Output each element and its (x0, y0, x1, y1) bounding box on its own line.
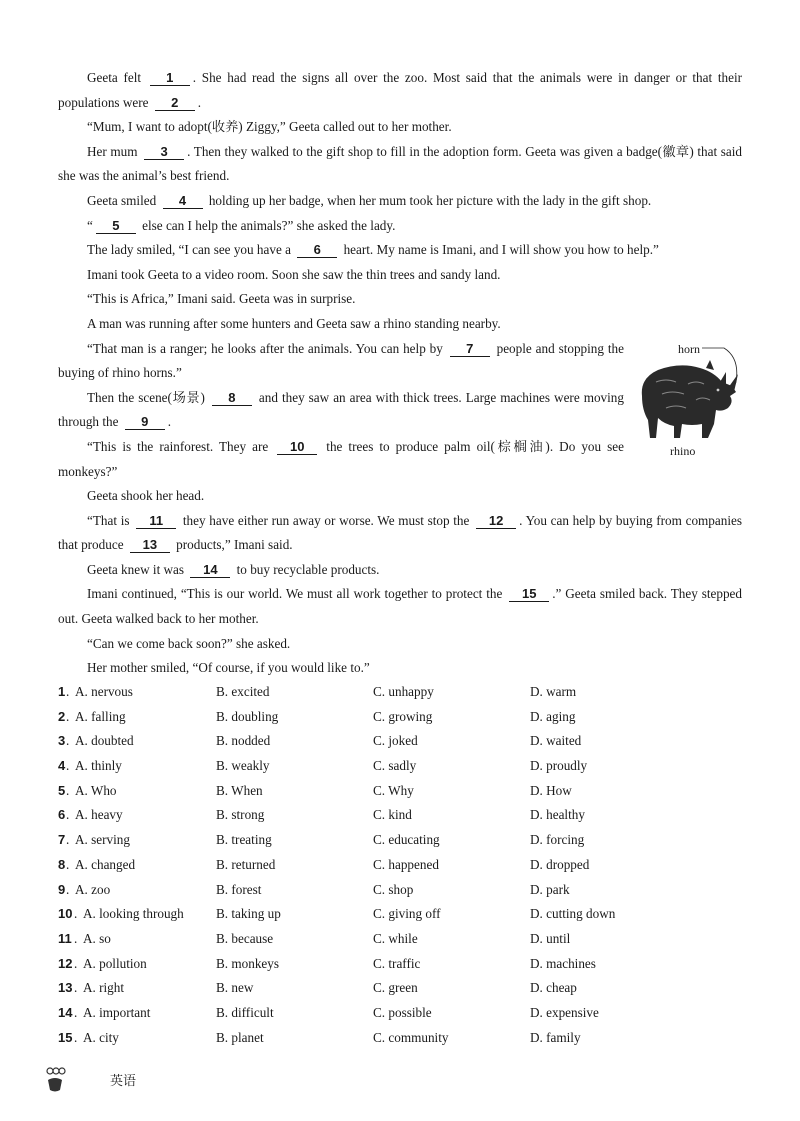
option-c[interactable]: C. Why (373, 782, 414, 798)
option-a[interactable]: A. nervous (75, 684, 133, 699)
blank-9[interactable]: 9 (125, 414, 165, 430)
question-number: 6 (58, 807, 66, 823)
option-row-3 (58, 729, 742, 754)
option-row-6 (58, 803, 742, 828)
question-number: 4 (58, 758, 66, 774)
passage-text: . She had read the signs all over the zoo. Most said that the animals were in danger or that their populations were (58, 70, 746, 110)
passage-text: “Mum, I want to adopt(收养) Ziggy,” Geeta called out to her mother. (87, 119, 452, 135)
passage-text: Geeta shook her head. (87, 488, 205, 504)
option-b[interactable]: B. strong (216, 807, 265, 823)
passage-text: “This is Africa,” Imani said. Geeta was in surprise. (87, 291, 356, 307)
passage-paragraph (58, 214, 742, 239)
option-d[interactable]: D. waited (530, 733, 582, 749)
option-c[interactable]: C. unhappy (373, 684, 434, 699)
passage-text: .” Geeta smiled back. They stepped out. Geeta walked back to her mother. (58, 586, 746, 627)
passage-paragraph (58, 238, 742, 263)
option-b[interactable]: B. forest (216, 881, 262, 897)
passage-text: A man was running after some hunters and Geeta saw a rhino standing nearby. (87, 315, 501, 331)
question-number-dot: . (66, 881, 70, 897)
passage-paragraph (58, 386, 628, 435)
option-d[interactable]: D. until (530, 930, 571, 946)
passage-paragraph (58, 656, 742, 681)
question-number-dot: . (74, 955, 78, 971)
option-c[interactable]: C. possible (373, 1004, 432, 1020)
question-number-dot: . (74, 1004, 78, 1020)
option-a[interactable]: A. serving (75, 832, 130, 848)
passage-text: . You can help by buying from companies that produce (58, 512, 746, 553)
option-c[interactable]: C. happened (373, 856, 439, 872)
passage-text: to buy recyclable products. (233, 561, 380, 577)
option-row-4 (58, 754, 742, 779)
passage-text: “That is (87, 512, 134, 528)
option-a[interactable]: A. city (83, 1029, 119, 1045)
option-a[interactable]: A. so (83, 930, 111, 946)
option-a[interactable]: A. pollution (83, 955, 147, 971)
passage-text: products,” Imani said. (172, 537, 293, 553)
blank-2[interactable]: 2 (155, 95, 195, 111)
question-number: 7 (58, 832, 66, 848)
blank-5[interactable]: 5 (96, 218, 136, 234)
passage-paragraph (58, 263, 742, 288)
option-b[interactable]: B. because (216, 930, 274, 946)
option-row-9 (58, 878, 742, 903)
option-c[interactable]: C. while (373, 930, 418, 946)
passage-text: “That man is a ranger; he looks after the animals. You can help by (87, 340, 447, 356)
option-b[interactable]: B. planet (216, 1029, 264, 1045)
passage-paragraph (58, 509, 746, 558)
option-row-1 (58, 680, 742, 705)
passage-paragraph (58, 312, 742, 337)
option-row-8 (58, 853, 742, 878)
option-c[interactable]: C. joked (373, 733, 418, 749)
passage-text: heart. My name is Imani, and I will show you how to help.” (340, 242, 659, 258)
passage-text: Her mum (87, 143, 142, 159)
blank-4[interactable]: 4 (163, 193, 203, 209)
passage-text: Her mother smiled, “Of course, if you would like to.” (87, 660, 370, 676)
publisher-logo-icon (44, 1066, 66, 1094)
option-a[interactable]: A. heavy (75, 807, 123, 823)
option-d[interactable]: D. machines (530, 955, 596, 971)
question-number: 10 (58, 906, 73, 922)
option-d[interactable]: D. expensive (530, 1004, 599, 1020)
passage-text: Imani took Geeta to a video room. Soon she saw the thin trees and sandy land. (87, 266, 501, 282)
blank-13[interactable]: 13 (130, 537, 170, 553)
passage-text: “ (87, 217, 93, 233)
question-number: 14 (58, 1004, 73, 1020)
question-number-dot: . (66, 684, 70, 699)
question-number: 1 (58, 684, 66, 699)
passage-paragraph (58, 484, 742, 509)
question-number: 11 (58, 930, 72, 946)
option-a[interactable]: A. important (83, 1004, 151, 1020)
option-a[interactable]: A. Who (75, 782, 117, 798)
blank-8[interactable]: 8 (212, 390, 252, 406)
passage-text: . Then they walked to the gift shop to fill in the adoption form. Geeta was given a badge(徽章) that said she was the animal’s best friend. (58, 143, 746, 184)
passage-text: else can I help the animals?” she asked the lady. (138, 217, 396, 233)
horn-label: horn (678, 342, 700, 356)
passage-text: Geeta smiled (87, 192, 160, 208)
option-row-13 (58, 976, 742, 1001)
option-a[interactable]: A. zoo (75, 881, 111, 897)
question-number-dot: . (66, 758, 70, 774)
passage-text: people and stopping the buying of rhino horns.” (58, 340, 628, 381)
blank-11[interactable]: 11 (136, 513, 176, 529)
option-d[interactable]: D. warm (530, 684, 577, 699)
option-d[interactable]: D. family (530, 1029, 581, 1045)
question-number-dot: . (74, 980, 78, 996)
passage-text: . (167, 414, 172, 430)
option-b[interactable]: B. weakly (216, 758, 270, 774)
passage-paragraph (58, 632, 742, 657)
blank-1[interactable]: 1 (150, 70, 190, 86)
question-number: 5 (58, 782, 66, 798)
option-b[interactable]: B. returned (216, 856, 276, 872)
option-c[interactable]: C. sadly (373, 758, 417, 774)
passage-text: The lady smiled, “I can see you have a (87, 242, 295, 258)
option-b[interactable]: B. doubling (216, 708, 279, 724)
blank-3[interactable]: 3 (144, 144, 184, 160)
passage-paragraph (58, 115, 742, 140)
option-b[interactable]: B. When (216, 782, 263, 798)
option-row-10 (58, 902, 742, 927)
blank-12[interactable]: 12 (476, 513, 516, 529)
question-number-dot: . (66, 733, 70, 749)
question-number: 13 (58, 980, 73, 996)
passage-text: holding up her badge, when her mum took her picture with the lady in the gift shop. (205, 192, 652, 208)
question-number-dot: . (66, 832, 70, 848)
question-number: 2 (58, 708, 66, 724)
question-number-dot: . (66, 708, 70, 724)
question-number: 12 (58, 955, 73, 971)
option-a[interactable]: A. doubted (75, 733, 134, 749)
option-c[interactable]: C. growing (373, 708, 433, 724)
passage-text: and they saw an area with thick trees. Large machines were moving through the (58, 389, 628, 430)
passage-paragraph (58, 287, 742, 312)
question-number-dot: . (66, 807, 70, 823)
option-d[interactable]: D. dropped (530, 856, 590, 872)
passage-paragraph (58, 189, 742, 214)
option-b[interactable]: B. new (216, 980, 254, 996)
option-c[interactable]: C. community (373, 1029, 449, 1045)
option-d[interactable]: D. How (530, 782, 572, 798)
passage-text: Geeta knew it was (87, 561, 188, 577)
option-d[interactable]: D. healthy (530, 807, 585, 823)
blank-15[interactable]: 15 (509, 586, 549, 602)
question-number: 8 (58, 856, 66, 872)
option-d[interactable]: D. cutting down (530, 906, 616, 922)
blank-10[interactable]: 10 (277, 439, 317, 455)
option-b[interactable]: B. taking up (216, 906, 281, 922)
option-c[interactable]: C. giving off (373, 906, 441, 922)
answer-options (58, 680, 742, 1050)
question-number: 15 (58, 1029, 73, 1045)
passage-paragraph (58, 337, 628, 386)
passage-paragraph (58, 435, 628, 484)
question-number: 9 (58, 881, 66, 897)
option-row-7 (58, 828, 742, 853)
passage-text: “This is the rainforest. They are (87, 438, 275, 454)
option-b[interactable]: B. monkeys (216, 955, 280, 971)
option-c[interactable]: C. kind (373, 807, 412, 823)
option-row-2 (58, 705, 742, 730)
rhino-label: rhino (670, 444, 696, 458)
passage-text: Imani continued, “This is our world. We must all work together to protect the (87, 586, 507, 602)
question-number-dot: . (66, 782, 70, 798)
option-c[interactable]: C. green (373, 980, 418, 996)
option-a[interactable]: A. right (83, 980, 125, 996)
option-c[interactable]: C. educating (373, 832, 440, 848)
passage-paragraph (58, 582, 746, 631)
passage-text: the trees to produce palm oil(棕榈油). Do you see monkeys?” (58, 438, 628, 479)
option-row-14 (58, 1001, 742, 1026)
passage-text: they have either run away or worse. We must stop the (179, 512, 474, 528)
option-b[interactable]: B. difficult (216, 1004, 274, 1020)
option-row-12 (58, 952, 742, 977)
question-number-dot: . (74, 906, 78, 922)
question-number-dot: . (74, 930, 78, 946)
option-row-15 (58, 1026, 742, 1051)
option-b[interactable]: B. excited (216, 684, 270, 699)
blank-14[interactable]: 14 (190, 562, 230, 578)
option-c[interactable]: C. shop (373, 881, 414, 897)
passage-text: . (197, 94, 202, 110)
question-number-dot: . (66, 856, 70, 872)
option-b[interactable]: B. treating (216, 832, 272, 848)
option-d[interactable]: D. proudly (530, 758, 588, 774)
option-row-5 (58, 779, 742, 804)
question-number-dot: . (74, 1029, 78, 1045)
footer-subject: 英语 (110, 1074, 137, 1089)
option-c[interactable]: C. traffic (373, 955, 421, 971)
passage-paragraph (58, 558, 742, 583)
passage-text: Then the scene(场景) (87, 389, 209, 405)
option-d[interactable]: D. cheap (530, 980, 577, 996)
passage-paragraph (58, 66, 746, 115)
question-number: 3 (58, 733, 66, 749)
option-a[interactable]: A. falling (75, 708, 126, 724)
rhino-figure (636, 338, 746, 462)
option-b[interactable]: B. nodded (216, 733, 271, 749)
blank-7[interactable]: 7 (450, 341, 490, 357)
option-d[interactable]: D. forcing (530, 832, 585, 848)
passage-text: “Can we come back soon?” she asked. (87, 635, 291, 651)
passage-paragraph (58, 140, 746, 189)
passage-text: Geeta felt (87, 70, 147, 85)
option-d[interactable]: D. aging (530, 708, 576, 724)
blank-6[interactable]: 6 (297, 242, 337, 258)
option-a[interactable]: A. thinly (75, 758, 122, 774)
option-d[interactable]: D. park (530, 881, 570, 897)
option-row-11 (58, 927, 742, 952)
option-a[interactable]: A. changed (75, 856, 136, 872)
option-a[interactable]: A. looking through (83, 906, 184, 922)
